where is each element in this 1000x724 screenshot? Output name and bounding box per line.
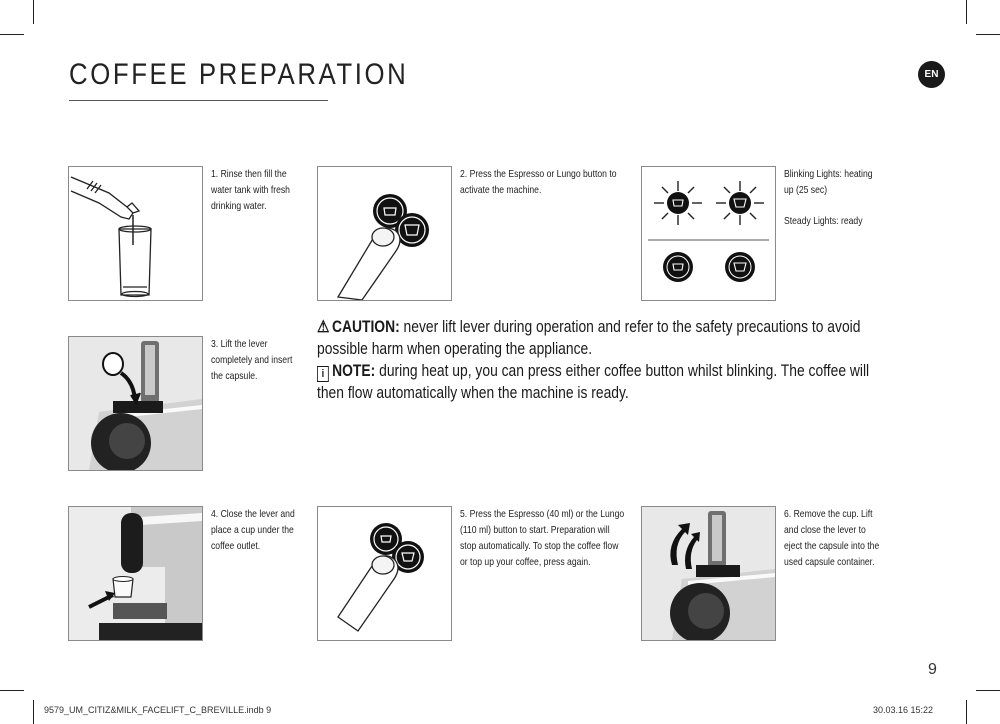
lungo-light-icon [729,192,751,214]
finger-icon [338,228,400,300]
footer-date: 30.03.16 15:22 [873,705,934,715]
step-3-caption: 3. Lift the lever completely and insert the capsule. [211,338,293,382]
crop-mark [966,700,967,724]
step-4-caption: 4. Close the lever and place a cup under the coffee outlet. [211,508,295,552]
title-underline [69,100,328,101]
machine-head [121,513,143,573]
crop-mark [33,700,34,724]
language-badge: EN [918,61,945,88]
note-paragraph [317,360,897,404]
crop-mark [0,690,24,691]
safety-notes [317,316,897,404]
step-6-illustration [641,506,776,641]
caution-text: never lift lever during operation and refer to the safety precautions to avoid possible harm when operating the appliance. [317,318,861,358]
info-icon: i [317,366,329,382]
lights-illustration [641,166,776,301]
lights-caption-steady: Steady Lights: ready [784,215,863,227]
step-6-caption: 6. Remove the cup. Lift and close the lever to eject the capsule into the used capsule container. [784,508,880,568]
crop-mark [33,0,34,24]
crop-mark [976,690,1000,691]
step-5-illustration [317,506,452,641]
crop-mark [976,34,1000,35]
step-2-caption: 2. Press the Espresso or Lungo button to activate the machine. [460,168,617,196]
bottle-pour-icon [69,167,202,300]
note-label: NOTE: [332,362,376,380]
caution-paragraph [317,316,897,360]
note-text: during heat up, you can press either coffee button whilst blinking. The coffee will then flow automatically when the machine is ready. [317,362,870,402]
step-3-illustration [68,336,203,471]
espresso-light-icon [667,192,689,214]
step-4-illustration [68,506,203,641]
caution-label: CAUTION: [331,318,400,336]
finger-icon [338,556,398,631]
warning-icon: ⚠ [317,318,330,336]
step-1-caption: 1. Rinse then fill the water tank with fresh drinking water. [211,168,290,212]
step-1-illustration [68,166,203,301]
page-title: COFFEE PREPARATION [69,58,409,91]
step-5-caption: 5. Press the Espresso (40 ml) or the Lungo (110 ml) button to start. Preparation will stop automatically. To stop the coffee flow or top up your coffee, press again. [460,508,625,568]
step-2-illustration [317,166,452,301]
crop-mark [966,0,967,24]
lights-caption-blinking: Blinking Lights: heating up (25 sec) [784,168,873,196]
footer-file: 9579_UM_CITIZ&MILK_FACELIFT_C_BREVILLE.indb 9 [44,705,272,715]
page-number: 9 [928,661,937,678]
crop-mark [0,34,24,35]
